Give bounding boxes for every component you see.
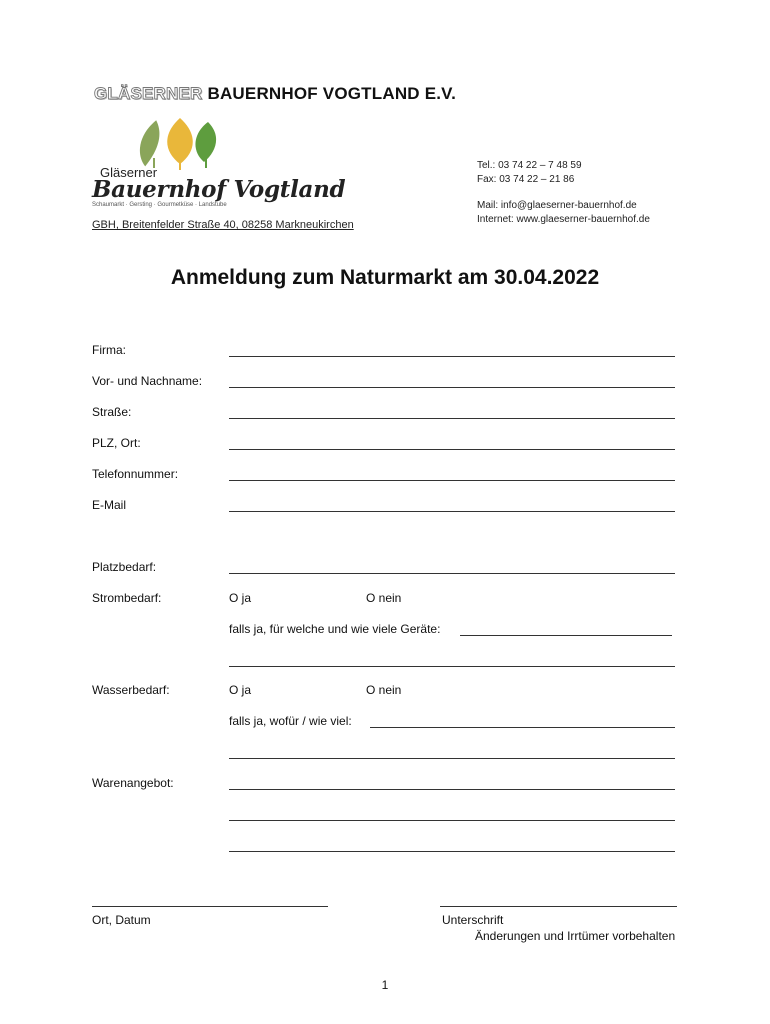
input-line-telefon[interactable] <box>229 480 675 481</box>
association-title-rest: BAUERNHOF VOGTLAND E.V. <box>202 84 457 103</box>
label-unterschrift: Unterschrift <box>442 913 504 927</box>
option-strom-nein[interactable]: O nein <box>366 591 402 605</box>
contact-tel: Tel.: 03 74 22 – 7 48 59 <box>477 160 582 171</box>
input-line-strasse[interactable] <box>229 418 675 419</box>
address-line: GBH, Breitenfelder Straße 40, 08258 Markneukirchen <box>92 219 354 231</box>
label-warenangebot: Warenangebot: <box>92 776 174 790</box>
leaf-middle-icon <box>167 118 193 164</box>
logo-word-glaeserner: Gläserner <box>100 165 158 180</box>
wasser-followup-label: falls ja, wofür / wie viel: <box>229 714 352 728</box>
input-line-strom-extra[interactable] <box>229 666 675 667</box>
disclaimer-text: Änderungen und Irrtümer vorbehalten <box>475 929 676 943</box>
input-line-email[interactable] <box>229 511 675 512</box>
label-platzbedarf: Platzbedarf: <box>92 560 157 574</box>
input-line-waren-3[interactable] <box>229 851 675 852</box>
contact-internet: Internet: www.glaeserner-bauernhof.de <box>477 214 650 225</box>
input-line-unterschrift[interactable] <box>440 906 677 907</box>
label-telefon: Telefonnummer: <box>92 467 179 481</box>
label-strasse: Straße: <box>92 405 132 419</box>
input-line-wasser-extra[interactable] <box>229 758 675 759</box>
document-title: Anmeldung zum Naturmarkt am 30.04.2022 <box>170 266 600 289</box>
page-number: 1 <box>381 978 389 992</box>
input-line-ort-datum[interactable] <box>92 906 328 907</box>
association-title <box>94 84 456 104</box>
association-title-outline: GLÄSERNER <box>94 84 203 103</box>
leaf-left-icon <box>140 120 160 166</box>
label-firma: Firma: <box>92 343 126 357</box>
input-line-wasser-menge[interactable] <box>370 727 675 728</box>
label-strombedarf: Strombedarf: <box>92 591 162 605</box>
input-line-firma[interactable] <box>229 356 675 357</box>
logo-tagline: Schaumarkt · Gersting · Gourmetküse · Landstube <box>92 202 227 208</box>
option-strom-ja[interactable]: O ja <box>229 591 252 605</box>
option-wasser-ja[interactable]: O ja <box>229 683 252 697</box>
leaf-right-icon <box>195 122 216 162</box>
input-line-waren-1[interactable] <box>229 789 675 790</box>
label-email: E-Mail <box>92 498 127 512</box>
label-name: Vor- und Nachname: <box>92 374 203 388</box>
logo-word-bauernhof: Bauernhof Vogtland <box>92 176 346 203</box>
input-line-name[interactable] <box>229 387 675 388</box>
contact-mail: Mail: info@glaeserner-bauernhof.de <box>477 200 637 211</box>
strom-followup-label: falls ja, für welche und wie viele Geräte: <box>229 622 441 636</box>
option-wasser-nein[interactable]: O nein <box>366 683 402 697</box>
contact-fax: Fax: 03 74 22 – 21 86 <box>477 174 575 185</box>
label-ort-datum: Ort, Datum <box>92 913 151 927</box>
label-wasserbedarf: Wasserbedarf: <box>92 683 170 697</box>
input-line-platzbedarf[interactable] <box>229 573 675 574</box>
input-line-strom-geraete[interactable] <box>460 635 672 636</box>
label-plz: PLZ, Ort: <box>92 436 141 450</box>
input-line-plz[interactable] <box>229 449 675 450</box>
input-line-waren-2[interactable] <box>229 820 675 821</box>
